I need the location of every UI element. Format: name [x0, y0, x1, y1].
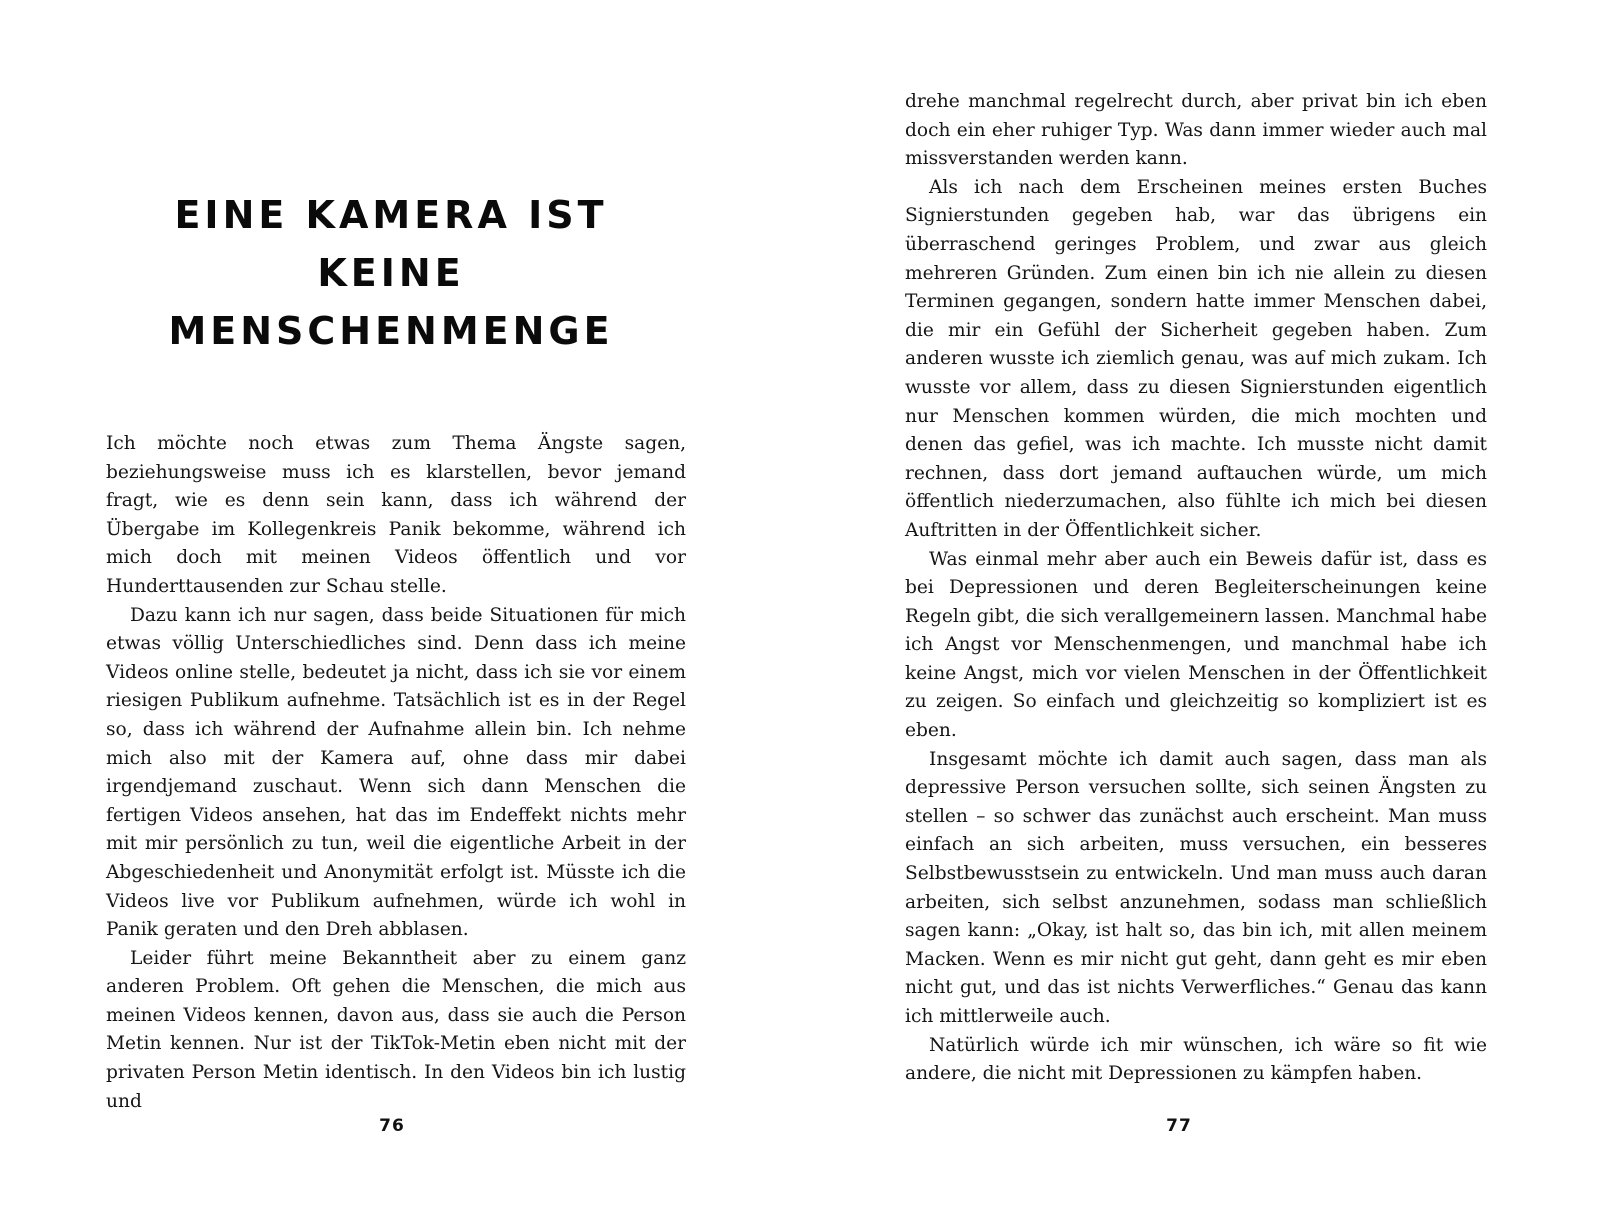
page-number-left: 76 [379, 1116, 405, 1136]
paragraph: drehe manchmal regelrecht durch, aber privat bin ich eben doch ein eher ruhiger Typ. Was dann immer wieder auch mal missverstanden werden kann. [905, 91, 1487, 170]
paragraph: Als ich nach dem Erscheinen meines ersten Buches Signierstunden gegeben hab, war das übrigens ein überraschend geringes Problem, und zwar aus gleich mehreren Gründen. Zum einen bin ich nie allein zu diesen Terminen gegangen, sondern hatte immer Menschen dabei, die mir ein Gefühl der Sicherheit gegeben haben. Zum anderen wusste ich ziemlich genau, was auf mich zukam. Ich wusste vor allem, dass zu diesen Signierstunden eigentlich nur Menschen kommen würden, die mich mochten und denen das gefiel, was ich machte. Ich musste nicht damit rechnen, dass dort jemand auftauchen würde, um mich öffentlich niederzumachen, also fühlte ich mich bei diesen Auftritten in der Öffentlichkeit sicher. [905, 176, 1487, 541]
paragraph: Ich möchte noch etwas zum Thema Ängste sagen, beziehungsweise muss ich es klarstellen, bevor jemand fragt, wie es denn sein kann, dass ich während der Übergabe im Kollegenkreis Panik bekomme, während ich mich doch mit meinen Videos öffentlich und vor Hunderttausenden zur Schau stelle. [106, 433, 686, 597]
chapter-title [106, 186, 676, 360]
right-page-body [905, 88, 1487, 1089]
paragraph: Dazu kann ich nur sagen, dass beide Situationen für mich etwas völlig Unterschiedliches sind. Denn dass ich meine Videos online stelle, bedeutet ja nicht, dass ich sie vor einem riesigen Publikum aufnehme. Tatsächlich ist es in der Regel so, dass ich während der Aufnahme allein bin. Ich nehme mich also mit der Kamera auf, ohne dass mir dabei irgendjemand zuschaut. Wenn sich dann Menschen die fertigen Videos ansehen, hat das im Endeffekt nichts mehr mit mir persönlich zu tun, weil die eigentliche Arbeit in der Abgeschiedenheit und Anonymität erfolgt ist. Müsste ich die Videos live vor Publikum aufnehmen, würde ich wohl in Panik geraten und den Dreh abblasen. [106, 604, 686, 941]
paragraph: Leider führt meine Bekanntheit aber zu einem ganz anderen Problem. Oft gehen die Menschen, die mich aus meinen Videos kennen, davon aus, dass sie auch die Person Metin kennen. Nur ist der TikTok-Metin eben nicht mit der privaten Person Metin identisch. In den Videos bin ich lustig und [106, 947, 686, 1112]
chapter-title-line-2: MENSCHENMENGE [168, 309, 614, 353]
left-page-body [106, 430, 686, 1116]
paragraph: Natürlich würde ich mir wünschen, ich wäre so fit wie andere, die nicht mit Depressionen zu kämpfen haben. [905, 1034, 1487, 1085]
paragraph: Was einmal mehr aber auch ein Beweis dafür ist, dass es bei Depressionen und deren Begleiterscheinungen keine Regeln gibt, die sich verallgemeinern lassen. Manchmal habe ich Angst vor Menschenmengen, und manchmal habe ich keine Angst, mich vor vielen Menschen in der Öffentlichkeit zu zeigen. So einfach und gleichzeitig so kompliziert ist es eben. [905, 548, 1487, 742]
chapter-title-line-1: EINE KAMERA IST KEINE [174, 193, 608, 295]
paragraph: Insgesamt möchte ich damit auch sagen, dass man als depressive Person versuchen sollte, sich seinen Ängsten zu stellen – so schwer das zunächst auch erscheint. Man muss einfach an sich arbeiten, muss versuchen, ein besseres Selbstbewusstsein zu entwickeln. Und man muss auch daran arbeiten, sich selbst anzunehmen, sodass man schließlich sagen kann: „Okay, ist halt so, das bin ich, mit allen meinem Macken. Wenn es mir nicht gut geht, dann geht es mir eben nicht gut, und das ist nichts Verwerfliches.“ Genau das kann ich mittlerweile auch. [905, 748, 1487, 1027]
right-page [803, 0, 1606, 1211]
page-number-right: 77 [1166, 1116, 1192, 1136]
